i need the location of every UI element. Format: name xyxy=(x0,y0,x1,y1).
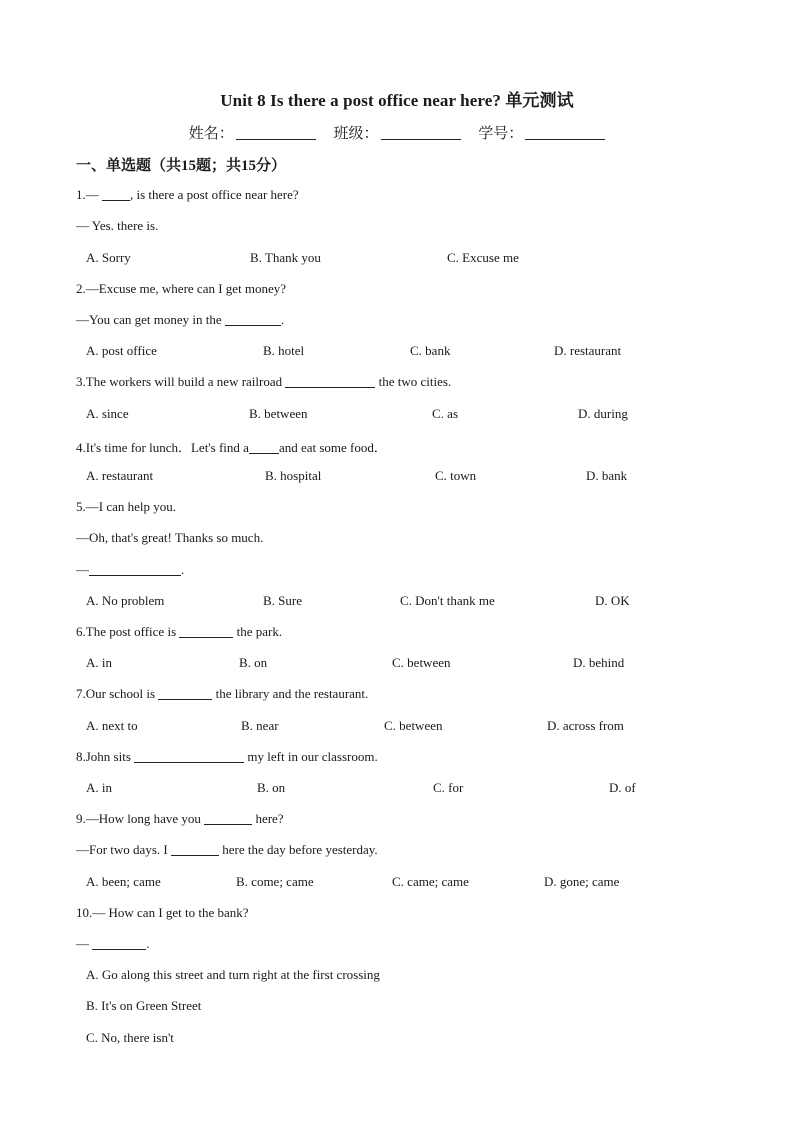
option-a[interactable]: A. No problem xyxy=(86,593,165,608)
option-a[interactable]: A. restaurant xyxy=(86,468,154,483)
option-b[interactable]: B. between xyxy=(249,406,308,421)
question-1-options xyxy=(86,250,736,268)
option-c[interactable]: C. for xyxy=(433,780,464,795)
question-2-options xyxy=(86,343,736,361)
option-b[interactable]: B. on xyxy=(239,655,268,670)
question-9-options xyxy=(86,874,736,892)
answer-blank[interactable] xyxy=(179,625,233,638)
question-10-stem: 10.— How can I get to the bank? xyxy=(76,905,249,920)
option-a[interactable]: A. Sorry xyxy=(86,250,131,265)
page-title: Unit 8 Is there a post office near here? 单元测试 xyxy=(220,91,574,110)
option-a[interactable]: A. since xyxy=(86,406,129,421)
question-10-option-b[interactable]: B. It's on Green Street xyxy=(86,998,202,1013)
option-c[interactable]: C. town xyxy=(435,468,477,483)
option-d[interactable]: D. OK xyxy=(595,593,630,608)
question-7-stem: 7.Our school is the library and the restaurant. xyxy=(76,686,369,701)
option-d[interactable]: D. gone; came xyxy=(544,874,620,889)
option-d[interactable]: D. bank xyxy=(586,468,628,483)
question-8-options xyxy=(86,780,736,798)
id-field xyxy=(478,122,605,143)
option-d[interactable]: D. behind xyxy=(573,655,625,670)
question-6-stem: 6.The post office is the park. xyxy=(76,624,283,639)
question-9-stem: 9.—How long have you here? xyxy=(76,811,284,826)
question-2-reply: —You can get money in the . xyxy=(76,312,285,327)
question-6-options xyxy=(86,655,736,673)
answer-blank[interactable] xyxy=(134,750,244,763)
question-4-stem: 4.It's time for lunch．Let's find a and eat some food． xyxy=(76,440,387,455)
question-3-options xyxy=(86,406,736,424)
option-d[interactable]: D. of xyxy=(609,780,636,795)
option-a[interactable]: A. next to xyxy=(86,718,138,733)
option-d[interactable]: D. during xyxy=(578,406,628,421)
question-1-stem: 1.— , is there a post office near here? xyxy=(76,187,299,202)
option-c[interactable]: C. Excuse me xyxy=(447,250,519,265)
answer-blank[interactable] xyxy=(204,812,252,825)
option-b[interactable]: B. on xyxy=(257,780,286,795)
answer-blank[interactable] xyxy=(89,563,181,576)
answer-blank[interactable] xyxy=(158,687,212,700)
answer-blank[interactable] xyxy=(285,375,375,388)
class-field xyxy=(333,122,460,143)
option-c[interactable]: C. Don't thank me xyxy=(400,593,495,608)
question-5-reply-2: — . xyxy=(76,562,185,577)
answer-blank[interactable] xyxy=(102,188,130,201)
answer-blank[interactable] xyxy=(92,937,146,950)
student-info-row xyxy=(0,122,794,143)
answer-blank[interactable] xyxy=(225,313,281,326)
option-c[interactable]: C. between xyxy=(392,655,451,670)
question-5-stem: 5.—I can help you. xyxy=(76,499,177,514)
class-label: 班级： xyxy=(333,126,379,142)
option-a[interactable]: A. been; came xyxy=(86,874,161,889)
option-a[interactable]: A. in xyxy=(86,655,112,670)
question-7-options xyxy=(86,718,736,736)
option-b[interactable]: B. hospital xyxy=(265,468,322,483)
option-d[interactable]: D. across from xyxy=(547,718,624,733)
question-10-reply: — . xyxy=(76,936,150,951)
option-d[interactable]: D. restaurant xyxy=(554,343,622,358)
id-label: 学号： xyxy=(478,126,524,142)
option-c[interactable]: C. bank xyxy=(410,343,451,358)
question-3-stem: 3.The workers will build a new railroad the two cities. xyxy=(76,374,452,389)
answer-blank[interactable] xyxy=(171,843,219,856)
name-label: 姓名： xyxy=(188,126,234,142)
option-b[interactable]: B. Thank you xyxy=(250,250,321,265)
option-a[interactable]: A. in xyxy=(86,780,112,795)
question-1-reply: — Yes. there is. xyxy=(76,218,159,233)
question-5-options xyxy=(86,593,736,611)
question-2-stem: 2.—Excuse me, where can I get money? xyxy=(76,281,287,296)
question-10-option-a[interactable]: A. Go along this street and turn right at the first crossing xyxy=(86,967,380,982)
option-c[interactable]: C. came; came xyxy=(392,874,469,889)
section-heading: 一、单选题（共15题；共15分） xyxy=(76,158,287,174)
class-blank[interactable] xyxy=(381,125,461,140)
option-a[interactable]: A. post office xyxy=(86,343,157,358)
question-4-options xyxy=(86,468,736,486)
option-b[interactable]: B. near xyxy=(241,718,279,733)
option-c[interactable]: C. as xyxy=(432,406,458,421)
id-blank[interactable] xyxy=(525,125,605,140)
option-b[interactable]: B. hotel xyxy=(263,343,305,358)
option-c[interactable]: C. between xyxy=(384,718,443,733)
option-b[interactable]: B. Sure xyxy=(263,593,302,608)
question-10-option-c[interactable]: C. No, there isn't xyxy=(86,1030,174,1045)
option-b[interactable]: B. come; came xyxy=(236,874,314,889)
question-8-stem: 8.John sits my left in our classroom. xyxy=(76,749,378,764)
name-blank[interactable] xyxy=(236,125,316,140)
answer-blank[interactable] xyxy=(249,441,279,454)
name-field xyxy=(189,122,316,143)
question-9-reply: —For two days. I here the day before yesterday. xyxy=(76,842,378,857)
question-5-reply: —Oh, that's great! Thanks so much. xyxy=(76,530,264,545)
